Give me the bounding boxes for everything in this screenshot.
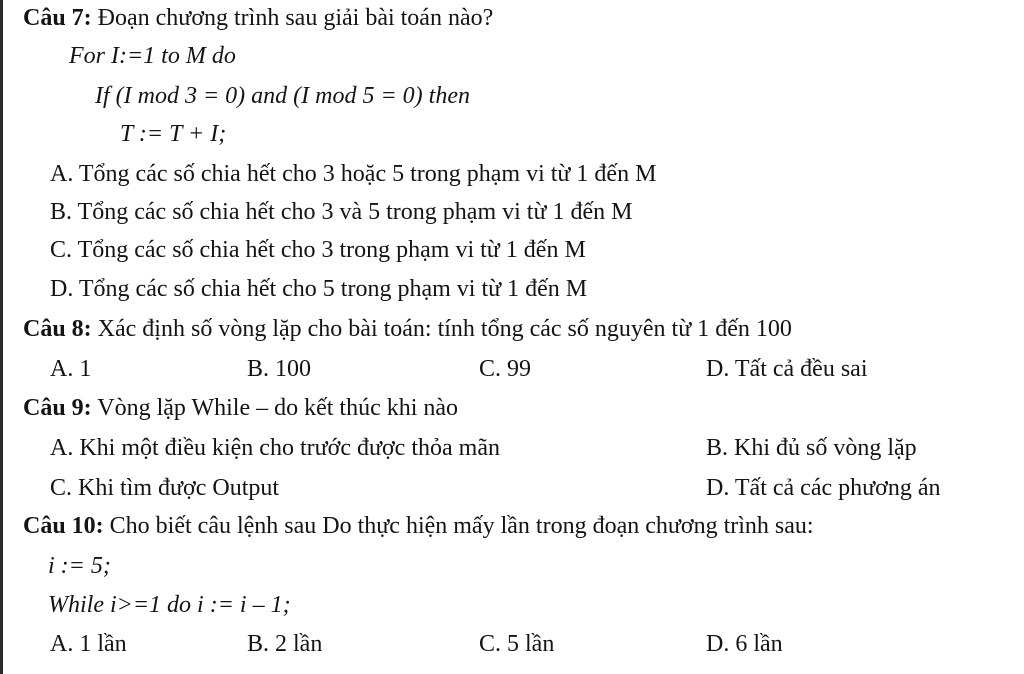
question-9-number: Câu 9: xyxy=(23,395,92,421)
question-9 xyxy=(23,394,458,422)
q10-code-line-1: i := 5; xyxy=(48,553,111,579)
q9-option-a: A. Khi một điều kiện cho trước được thỏa mãn xyxy=(50,435,500,461)
q7-option-c: C. Tổng các số chia hết cho 3 trong phạm vi từ 1 đến M xyxy=(50,237,586,263)
q8-option-d: D. Tất cả đều sai xyxy=(706,356,868,382)
question-8-text: Xác định số vòng lặp cho bài toán: tính tổng các số nguyên từ 1 đến 100 xyxy=(91,316,792,342)
q7-code-line-2: If (I mod 3 = 0) and (I mod 5 = 0) then xyxy=(95,83,470,109)
question-10-text: Cho biết câu lệnh sau Do thực hiện mấy lần trong đoạn chương trình sau: xyxy=(103,513,814,539)
q10-option-c: C. 5 lần xyxy=(479,631,555,657)
question-9-text: Vòng lặp While – do kết thúc khi nào xyxy=(91,395,459,421)
question-7-number: Câu 7: xyxy=(23,5,92,31)
q8-option-c: C. 99 xyxy=(479,356,532,382)
q7-option-d: D. Tổng các số chia hết cho 5 trong phạm vi từ 1 đến M xyxy=(50,276,588,302)
q7-option-b: B. Tổng các số chia hết cho 3 và 5 trong phạm vi từ 1 đến M xyxy=(50,199,633,225)
question-7 xyxy=(23,4,493,32)
question-7-text: Đoạn chương trình sau giải bài toán nào? xyxy=(91,5,494,31)
q7-option-a: A. Tổng các số chia hết cho 3 hoặc 5 trong phạm vi từ 1 đến M xyxy=(50,161,657,187)
q10-option-a: A. 1 lần xyxy=(50,631,127,657)
q8-option-b: B. 100 xyxy=(247,356,312,382)
q7-code-line-1: For I:=1 to M do xyxy=(69,43,236,69)
q9-option-c: C. Khi tìm được Output xyxy=(50,475,280,501)
q9-option-b: B. Khi đủ số vòng lặp xyxy=(706,435,917,461)
q10-option-b: B. 2 lần xyxy=(247,631,323,657)
question-10-number: Câu 10: xyxy=(23,513,104,539)
q10-code-line-2: While i>=1 do i := i – 1; xyxy=(48,592,291,618)
q7-code-line-3: T := T + I; xyxy=(120,121,227,147)
q8-option-a: A. 1 xyxy=(50,356,92,382)
question-8-number: Câu 8: xyxy=(23,316,92,342)
question-8 xyxy=(23,315,792,343)
q9-option-d: D. Tất cả các phương án xyxy=(706,475,941,501)
question-10 xyxy=(23,512,814,540)
q10-option-d: D. 6 lần xyxy=(706,631,783,657)
